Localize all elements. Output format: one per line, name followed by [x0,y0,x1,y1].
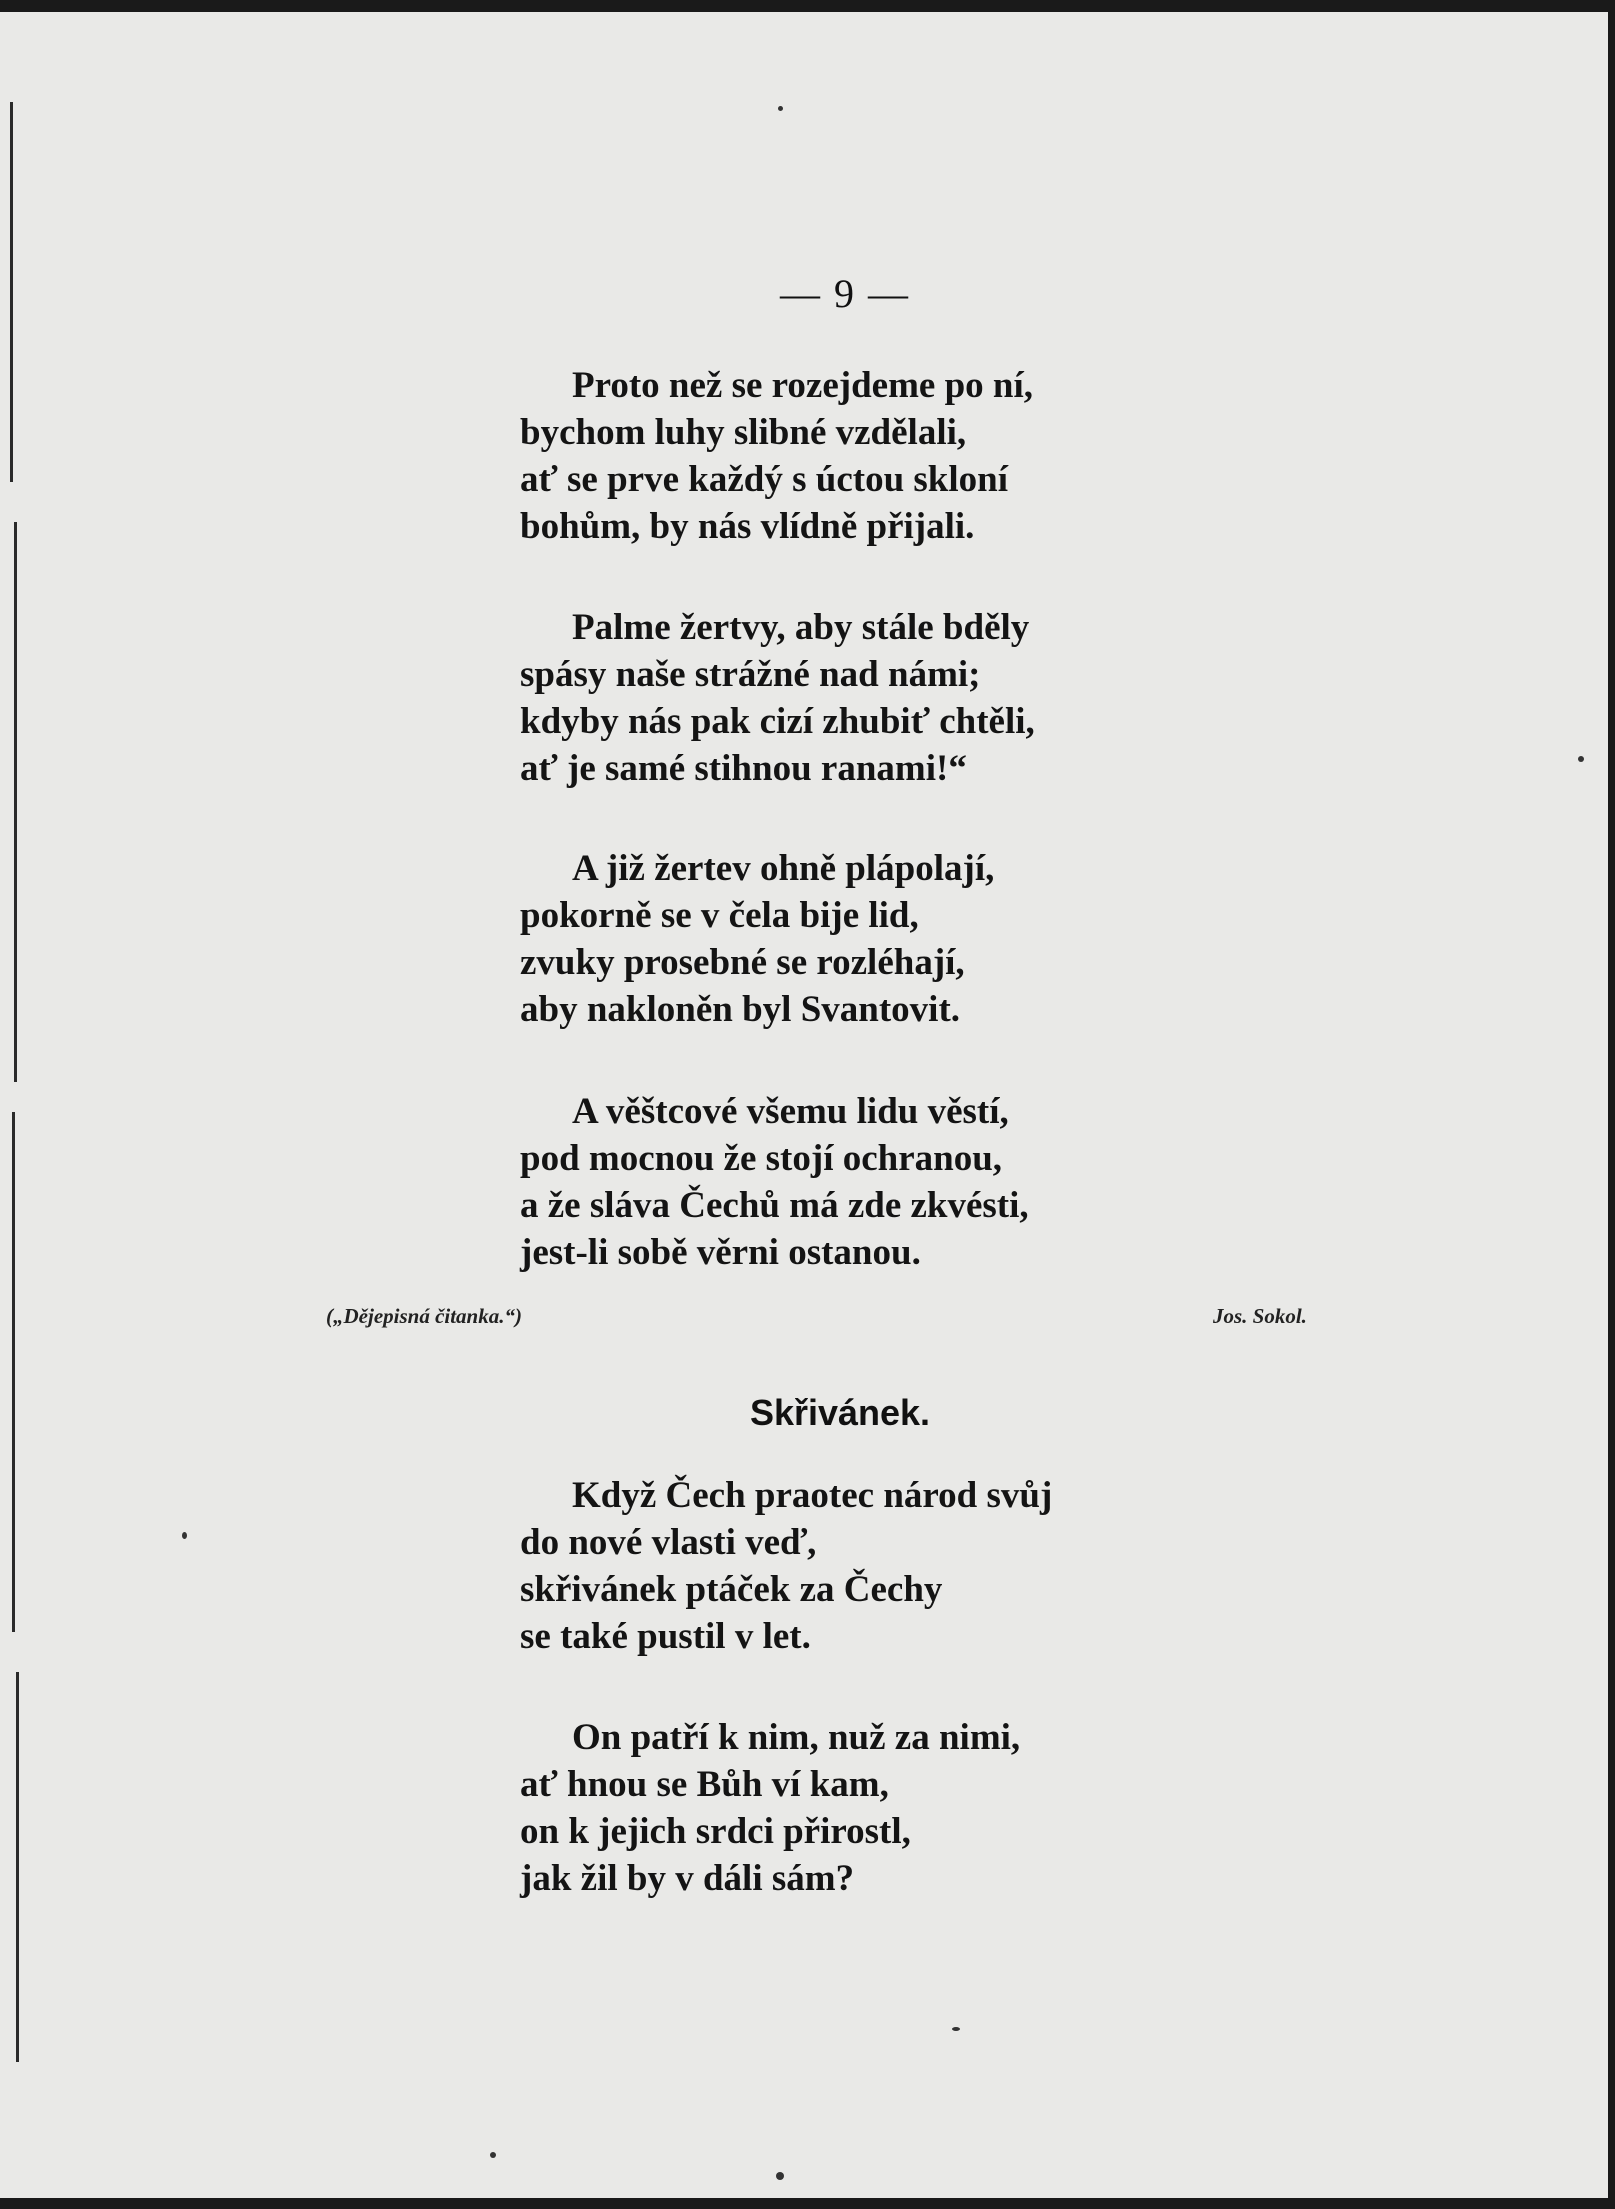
poem2-stanza-2 [520,1714,1240,1902]
verse-line: pokorně se v čela bije lid, [520,895,919,936]
verse-line: Když Čech praotec národ svůj [572,1475,1053,1516]
scan-speck [182,1532,187,1539]
verse-line: aby nakloněn byl Svantovit. [520,989,961,1030]
poem-title: Skřivánek. [749,1392,931,1433]
verse-line: pod mocnou že stojí ochranou, [520,1138,1003,1179]
scan-speck [952,2027,960,2031]
verse-line: ať se prve každý s úctou skloní [520,459,1009,500]
verse-line: jest-li sobě věrni ostanou. [520,1232,921,1273]
verse-line: zvuky prosebné se rozléhají, [520,942,965,983]
verse-line: bohům, by nás vlídně přijali. [520,506,975,547]
verse-line: jak žil by v dáli sám? [520,1858,855,1899]
scan-speck [776,2172,784,2180]
poem2-stanza-1 [520,1472,1240,1660]
verse-line: ať hnou se Bůh ví kam, [520,1764,889,1805]
scan-speck [1578,756,1584,762]
author-signature: Jos. Sokol. [1213,1304,1307,1328]
verse-line: spásy naše strážné nad námi; [520,654,981,695]
source-citation: („Dějepisná čitanka.“) [326,1304,522,1328]
page-number: — 9 — [780,271,910,316]
verse-line: Palme žertvy, aby stále bděly [572,607,1030,648]
verse-line: A věštcové všemu lidu věstí, [572,1091,1009,1132]
verse-line: se také pustil v let. [520,1616,811,1657]
verse-line: skřivánek ptáček za Čechy [520,1569,943,1610]
verse-line: On patří k nim, nuž za nimi, [572,1717,1021,1758]
verse-line: do nové vlasti veď, [520,1522,817,1563]
poem1-stanza-4 [520,1088,1240,1276]
verse-line: kdyby nás pak cizí zhubiť chtěli, [520,701,1035,742]
poem1-stanza-2 [520,604,1240,792]
verse-line: a že sláva Čechů má zde zkvésti, [520,1185,1029,1226]
scan-speck [778,106,783,111]
verse-line: A již žertev ohně plápolají, [572,848,995,889]
verse-line: Proto než se rozejdeme po ní, [572,365,1034,406]
poem1-stanza-1 [520,362,1240,550]
verse-line: bychom luhy slibné vzdělali, [520,412,967,453]
verse-line: on k jejich srdci přirostl, [520,1811,911,1852]
verse-line: ať je samé stihnou ranami!“ [520,748,967,789]
poem1-stanza-3 [520,845,1240,1033]
book-page [0,12,1608,2198]
scan-speck [490,2152,496,2158]
page-binding-edge [0,102,40,2062]
